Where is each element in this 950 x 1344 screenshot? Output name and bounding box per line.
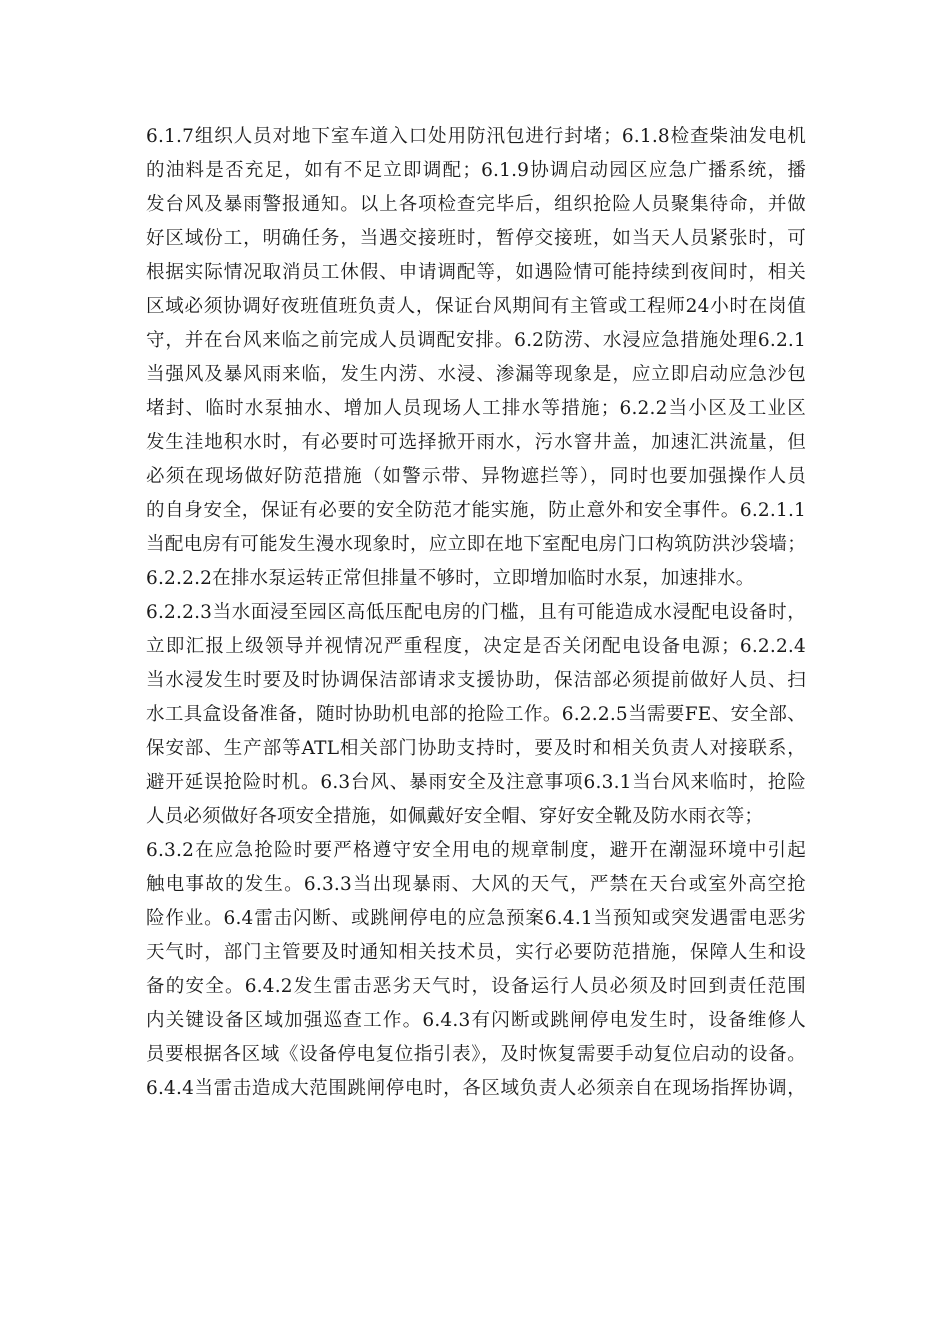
text-line: 员要根据各区域《设备停电复位指引表》，及时恢复需要手动复位启动的设备。 <box>146 1044 806 1065</box>
text-line: 发生洼地积水时，有必要时可选择掀开雨水，污水窨井盖，加速汇洪流量，但 <box>146 432 806 453</box>
text-line: 好区域份工，明确任务，当遇交接班时，暂停交接班，如当天人员紧张时，可 <box>146 228 806 249</box>
text-line: 发台风及暴雨警报通知。以上各项检查完毕后，组织抢险人员聚集待命，并做 <box>146 194 806 215</box>
text-line: 6.4.4当雷击造成大范围跳闸停电时，各区域负责人必须亲自在现场指挥协调， <box>146 1078 806 1099</box>
text-line: 的油料是否充足，如有不足立即调配；6.1.9协调启动园区应急广播系统，播 <box>146 160 806 181</box>
text-line: 6.3.2在应急抢险时要严格遵守安全用电的规章制度，避开在潮湿环境中引起 <box>146 840 806 861</box>
text-line: 根据实际情况取消员工休假、申请调配等，如遇险情可能持续到夜间时，相关 <box>146 262 806 283</box>
text-line: 天气时，部门主管要及时通知相关技术员，实行必要防范措施，保障人生和设 <box>146 942 806 963</box>
text-line: 水工具盒设备准备，随时协助机电部的抢险工作。6.2.2.5当需要FE、安全部、 <box>146 704 806 725</box>
text-line: 当配电房有可能发生漫水现象时，应立即在地下室配电房门口构筑防洪沙袋墙； <box>146 534 806 555</box>
text-line: 的自身安全，保证有必要的安全防范才能实施，防止意外和安全事件。6.2.1.1 <box>146 500 806 521</box>
text-line: 立即汇报上级领导并视情况严重程度，决定是否关闭配电设备电源；6.2.2.4 <box>146 636 806 657</box>
text-line: 守，并在台风来临之前完成人员调配安排。6.2防涝、水浸应急措施处理6.2.1 <box>146 330 806 351</box>
text-line: 避开延误抢险时机。6.3台风、暴雨安全及注意事项6.3.1当台风来临时，抢险 <box>146 772 806 793</box>
text-line: 必须在现场做好防范措施（如警示带、异物遮拦等），同时也要加强操作人员 <box>146 466 806 487</box>
text-line: 当水浸发生时要及时协调保洁部请求支援协助，保洁部必须提前做好人员、扫 <box>146 670 806 691</box>
text-line: 险作业。6.4雷击闪断、或跳闸停电的应急预案6.4.1当预知或突发遇雷电恶劣 <box>146 908 806 929</box>
text-line: 6.2.2.2在排水泵运转正常但排量不够时，立即增加临时水泵，加速排水。 <box>146 568 755 589</box>
text-line: 6.2.2.3当水面浸至园区高低压配电房的门槛，且有可能造成水浸配电设备时， <box>146 602 806 623</box>
text-line: 人员必须做好各项安全措施，如佩戴好安全帽、穿好安全靴及防水雨衣等； <box>146 806 764 827</box>
text-line: 触电事故的发生。6.3.3当出现暴雨、大风的天气，严禁在天台或室外高空抢 <box>146 874 806 895</box>
text-line: 备的安全。6.4.2发生雷击恶劣天气时，设备运行人员必须及时回到责任范围 <box>146 976 806 997</box>
text-line: 保安部、生产部等ATL相关部门协助支持时，要及时和相关负责人对接联系， <box>146 738 806 759</box>
text-line: 当强风及暴风雨来临，发生内涝、水浸、渗漏等现象是，应立即启动应急沙包 <box>146 364 806 385</box>
text-line: 区域必须协调好夜班值班负责人，保证台风期间有主管或工程师24小时在岗值 <box>146 296 806 317</box>
text-line: 6.1.7组织人员对地下室车道入口处用防汛包进行封堵；6.1.8检查柴油发电机 <box>146 126 806 147</box>
text-line: 内关键设备区域加强巡查工作。6.4.3有闪断或跳闸停电发生时，设备维修人 <box>146 1010 806 1031</box>
document-body <box>146 120 806 1106</box>
text-line: 堵封、临时水泵抽水、增加人员现场人工排水等措施；6.2.2当小区及工业区 <box>146 398 806 419</box>
